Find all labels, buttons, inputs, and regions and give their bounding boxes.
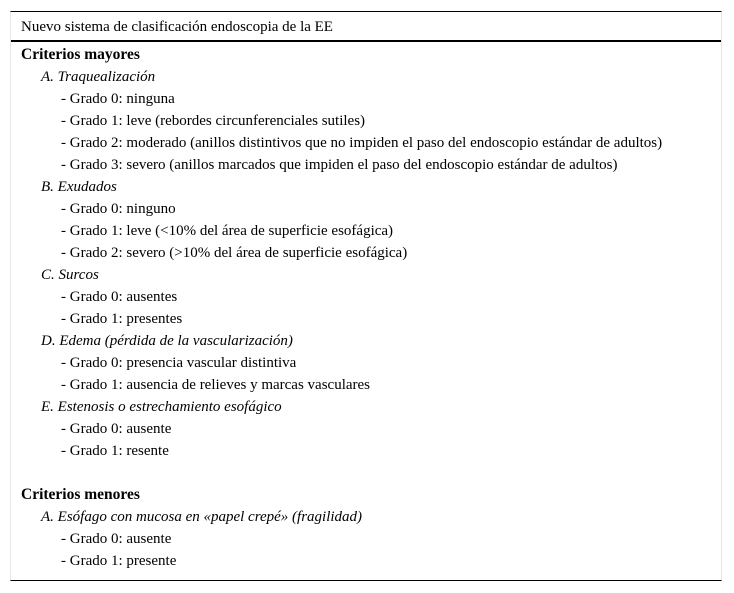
grade-item: - Grado 1: leve (<10% del área de superficie esofágica)	[61, 223, 394, 239]
grade-item: - Grado 1: presente	[61, 553, 177, 569]
category-edema: D. Edema (pérdida de la vascularización)	[41, 333, 293, 349]
minor-criteria-heading: Criterios menores	[21, 486, 140, 503]
grade-item: - Grado 0: ausente	[61, 421, 172, 437]
major-criteria-heading: Criterios mayores	[21, 46, 140, 63]
classification-table	[10, 11, 722, 581]
category-stenosis: E. Estenosis o estrechamiento esofágico	[41, 399, 282, 415]
category-furrows: C. Surcos	[41, 267, 99, 283]
table-title: Nuevo sistema de clasificación endoscopia de la EE	[11, 12, 721, 42]
grade-item: - Grado 3: severo (anillos marcados que impiden el paso del endoscopio estándar de adultos)	[61, 157, 618, 173]
category-crepe-paper: A. Esófago con mucosa en «papel crepé» (fragilidad)	[41, 509, 363, 525]
grade-item: - Grado 2: moderado (anillos distintivos que no impiden el paso del endoscopio estándar de adultos)	[61, 135, 663, 151]
grade-item: - Grado 1: leve (rebordes circunferenciales sutiles)	[61, 113, 366, 129]
section-spacer	[11, 462, 721, 484]
grade-item: - Grado 1: ausencia de relieves y marcas vasculares	[61, 377, 371, 393]
grade-item: - Grado 0: ninguna	[61, 91, 175, 107]
category-tracheal: A. Traquealización	[41, 69, 156, 85]
grade-item: - Grado 0: ausente	[61, 531, 172, 547]
table-body	[11, 42, 721, 572]
category-exudates: B. Exudados	[41, 179, 117, 195]
grade-item: - Grado 1: resente	[61, 443, 169, 459]
grade-item: - Grado 0: ninguno	[61, 201, 176, 217]
grade-item: - Grado 2: severo (>10% del área de superficie esofágica)	[61, 245, 408, 261]
grade-item: - Grado 0: presencia vascular distintiva	[61, 355, 297, 371]
grade-item: - Grado 1: presentes	[61, 311, 183, 327]
grade-item: - Grado 0: ausentes	[61, 289, 178, 305]
